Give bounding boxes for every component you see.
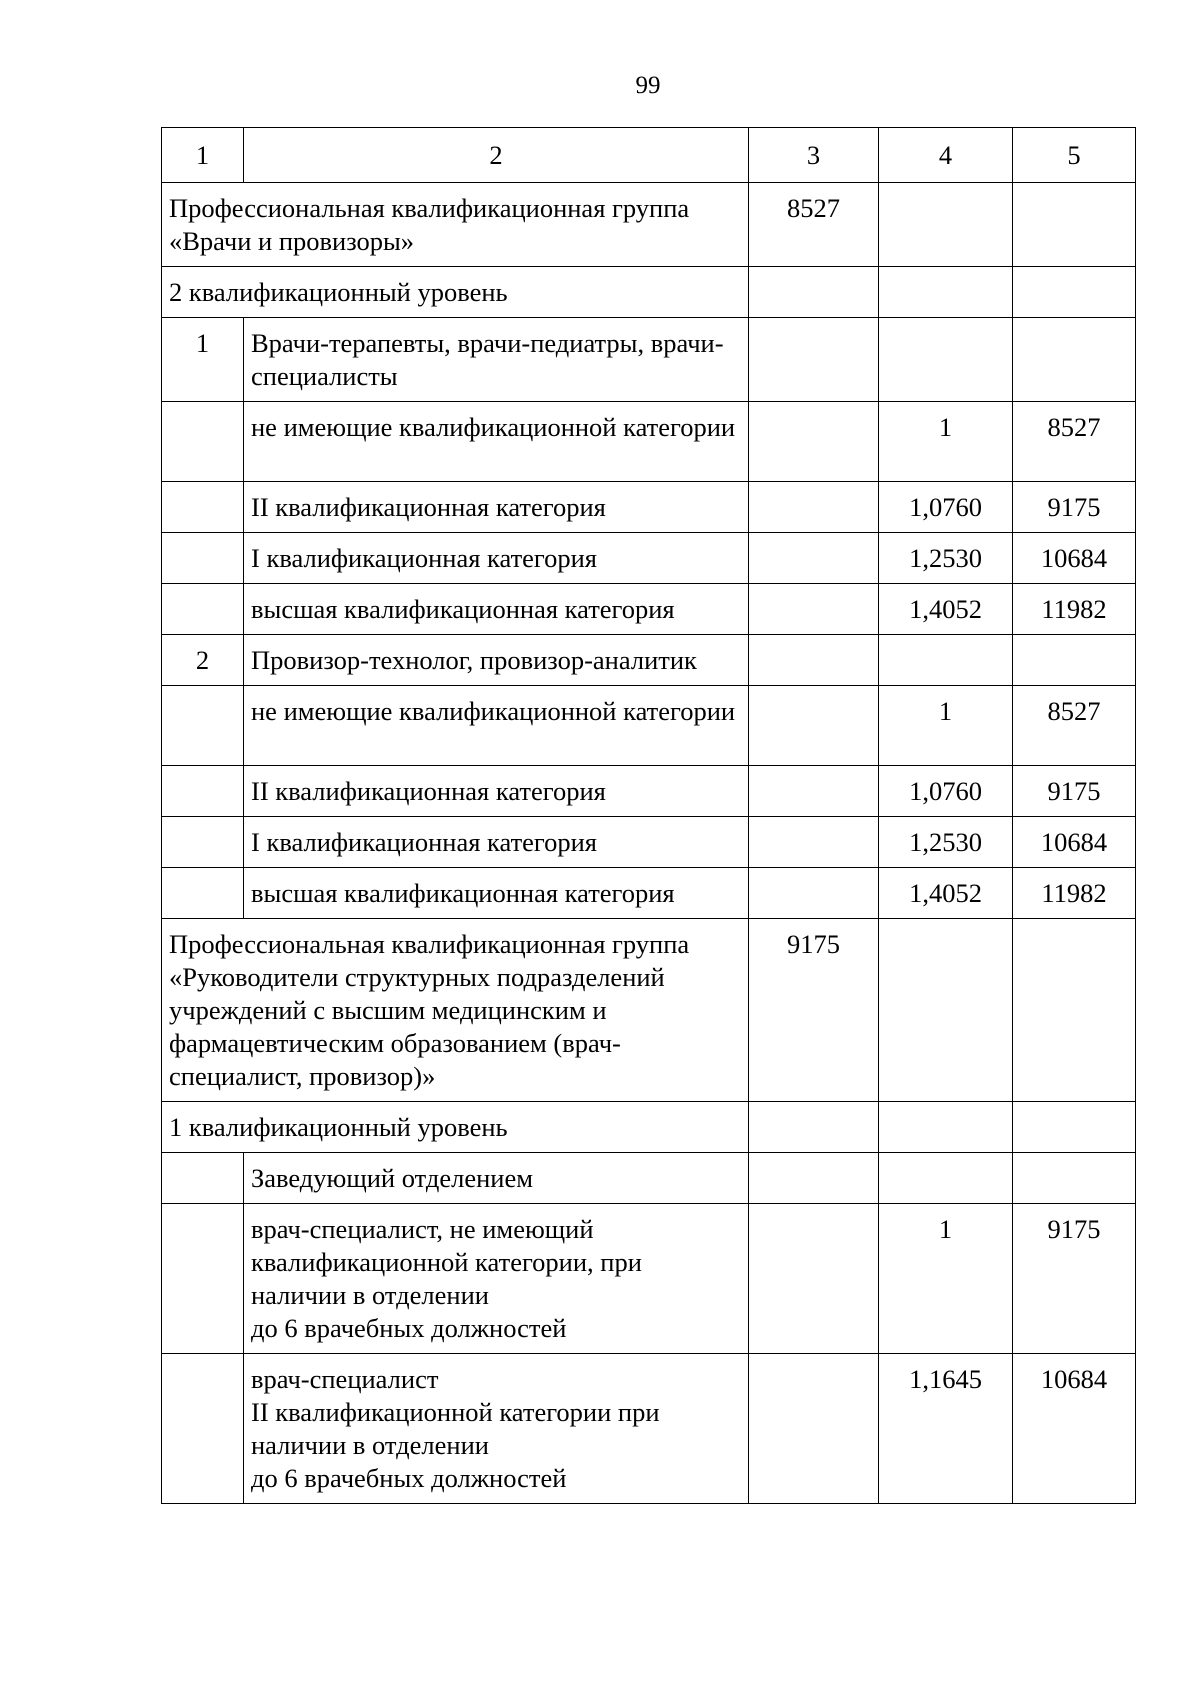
salary-cell: 9175 [1013, 482, 1136, 533]
base-salary-cell [749, 766, 879, 817]
position-name-cell: не имеющие квалификационной категории [244, 402, 749, 482]
salary-cell: 9175 [1013, 1204, 1136, 1354]
base-salary-cell [749, 482, 879, 533]
row-number-cell [162, 533, 244, 584]
table-row [162, 868, 1136, 919]
base-salary-cell: 9175 [749, 919, 879, 1102]
base-salary-cell [749, 635, 879, 686]
salary-cell: 11982 [1013, 584, 1136, 635]
level-title: 2 квалификационный уровень [162, 267, 749, 318]
salary-cell [1013, 183, 1136, 267]
row-number-cell [162, 686, 244, 766]
table-row [162, 584, 1136, 635]
base-salary-cell [749, 1204, 879, 1354]
table-row [162, 686, 1136, 766]
row-number-cell: 2 [162, 635, 244, 686]
header-col-4: 4 [879, 128, 1013, 183]
base-salary-cell [749, 686, 879, 766]
base-salary-cell [749, 868, 879, 919]
row-number-cell [162, 1204, 244, 1354]
position-name-cell: I квалификационная категория [244, 817, 749, 868]
position-name-cell: I квалификационная категория [244, 533, 749, 584]
salary-cell [1013, 1153, 1136, 1204]
coefficient-cell [879, 1102, 1013, 1153]
base-salary-cell: 8527 [749, 183, 879, 267]
position-name-cell: не имеющие квалификационной категории [244, 686, 749, 766]
row-number-cell [162, 1153, 244, 1204]
coefficient-cell: 1,2530 [879, 817, 1013, 868]
group-row [162, 919, 1136, 1102]
header-col-1: 1 [162, 128, 244, 183]
base-salary-cell [749, 1153, 879, 1204]
position-name-cell: высшая квалификационная категория [244, 868, 749, 919]
coefficient-cell: 1 [879, 1204, 1013, 1354]
salary-cell: 10684 [1013, 533, 1136, 584]
coefficient-cell: 1 [879, 686, 1013, 766]
base-salary-cell [749, 817, 879, 868]
table-row [162, 766, 1136, 817]
coefficient-cell: 1,2530 [879, 533, 1013, 584]
row-number-cell [162, 584, 244, 635]
position-name-cell: II квалификационная категория [244, 766, 749, 817]
position-name-cell: Врачи-терапевты, врачи-педиатры, врачи-специалисты [244, 318, 749, 402]
position-name-cell: высшая квалификационная категория [244, 584, 749, 635]
row-number-cell [162, 402, 244, 482]
base-salary-cell [749, 584, 879, 635]
coefficient-cell: 1,4052 [879, 868, 1013, 919]
coefficient-cell [879, 267, 1013, 318]
salary-table [161, 127, 1136, 1504]
level-row [162, 267, 1136, 318]
base-salary-cell [749, 267, 879, 318]
coefficient-cell: 1,4052 [879, 584, 1013, 635]
group-title: Профессиональная квалификационная группа «Руководители структурных подразделений учреждений с высшим медицинским и фармацевтическим образованием (врач-специалист, провизор)» [162, 919, 749, 1102]
coefficient-cell [879, 1153, 1013, 1204]
base-salary-cell [749, 318, 879, 402]
salary-cell: 11982 [1013, 868, 1136, 919]
position-name-cell: врач-специалист, не имеющий квалификационной категории, при наличии в отделении до 6 врачебных должностей [244, 1204, 749, 1354]
salary-cell: 9175 [1013, 766, 1136, 817]
base-salary-cell [749, 1102, 879, 1153]
position-name-cell: Заведующий отделением [244, 1153, 749, 1204]
row-number-cell [162, 1354, 244, 1504]
salary-cell [1013, 919, 1136, 1102]
coefficient-cell: 1 [879, 402, 1013, 482]
row-number-cell [162, 766, 244, 817]
coefficient-cell: 1,0760 [879, 482, 1013, 533]
position-name-cell: Провизор-технолог, провизор-аналитик [244, 635, 749, 686]
row-number-cell: 1 [162, 318, 244, 402]
salary-cell: 8527 [1013, 402, 1136, 482]
table-row [162, 1354, 1136, 1504]
coefficient-cell: 1,0760 [879, 766, 1013, 817]
coefficient-cell [879, 919, 1013, 1102]
coefficient-cell [879, 635, 1013, 686]
table-row [162, 817, 1136, 868]
row-number-cell [162, 482, 244, 533]
header-col-2: 2 [244, 128, 749, 183]
table-row [162, 402, 1136, 482]
salary-cell: 10684 [1013, 817, 1136, 868]
salary-cell [1013, 267, 1136, 318]
row-number-cell [162, 817, 244, 868]
level-row [162, 1102, 1136, 1153]
base-salary-cell [749, 402, 879, 482]
salary-cell [1013, 1102, 1136, 1153]
group-title: Профессиональная квалификационная группа «Врачи и провизоры» [162, 183, 749, 267]
position-name-cell: врач-специалист II квалификационной категории при наличии в отделении до 6 врачебных должностей [244, 1354, 749, 1504]
base-salary-cell [749, 533, 879, 584]
page-number: 99 [635, 72, 661, 99]
level-title: 1 квалификационный уровень [162, 1102, 749, 1153]
header-col-3: 3 [749, 128, 879, 183]
position-name-cell: II квалификационная категория [244, 482, 749, 533]
salary-cell: 8527 [1013, 686, 1136, 766]
table-header-row [162, 128, 1136, 183]
coefficient-cell: 1,1645 [879, 1354, 1013, 1504]
salary-cell [1013, 635, 1136, 686]
salary-cell [1013, 318, 1136, 402]
table-row [162, 1153, 1136, 1204]
group-row [162, 183, 1136, 267]
table-row [162, 635, 1136, 686]
table-row [162, 318, 1136, 402]
header-col-5: 5 [1013, 128, 1136, 183]
row-number-cell [162, 868, 244, 919]
salary-cell: 10684 [1013, 1354, 1136, 1504]
coefficient-cell [879, 318, 1013, 402]
table-row [162, 482, 1136, 533]
coefficient-cell [879, 183, 1013, 267]
table-row [162, 1204, 1136, 1354]
base-salary-cell [749, 1354, 879, 1504]
table-row [162, 533, 1136, 584]
